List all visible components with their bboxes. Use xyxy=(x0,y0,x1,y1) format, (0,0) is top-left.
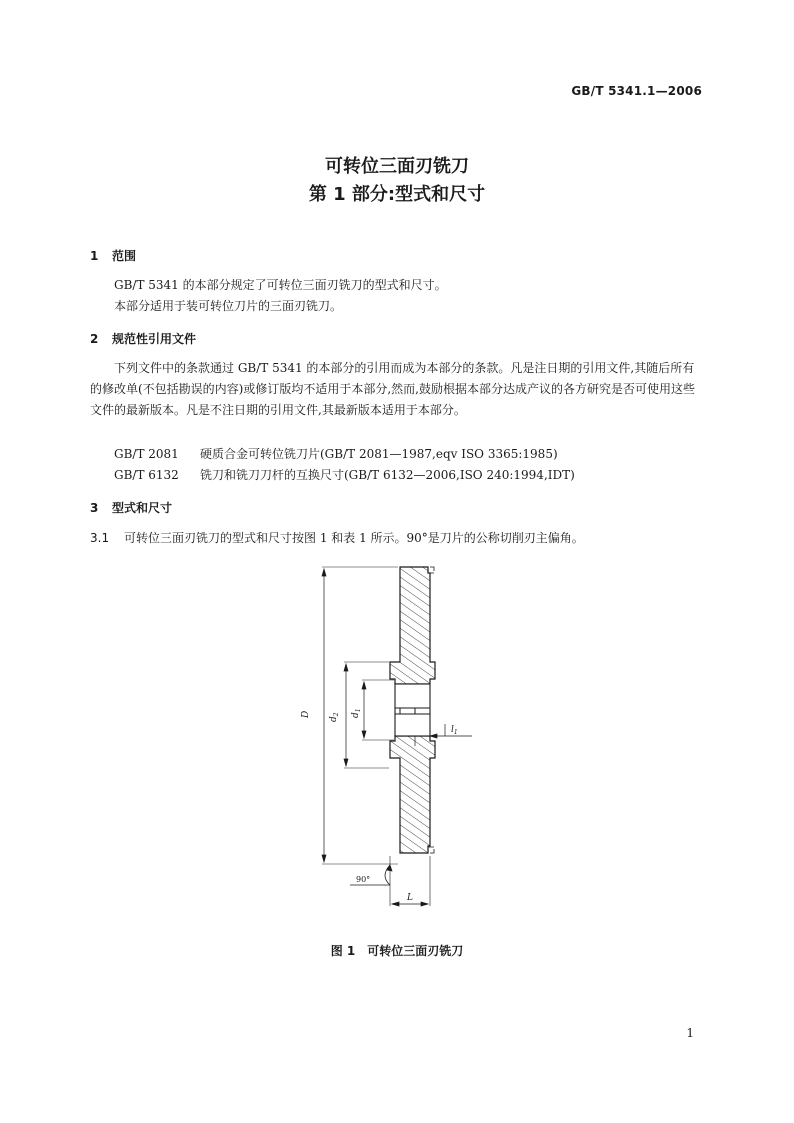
document-title: 可转位三面刃铣刀 xyxy=(325,156,469,177)
reference-code: GB/T 6132 xyxy=(114,468,179,482)
clause-number: 3.1 xyxy=(90,531,110,545)
dimension-L-label: L xyxy=(407,893,413,903)
dimension-D-label: D xyxy=(301,710,311,718)
dimension-d1-label: $d_1$ xyxy=(351,708,362,718)
document-subtitle: 第 1 部分:型式和尺寸 xyxy=(308,184,486,205)
section-title: 规范性引用文件 xyxy=(112,332,197,346)
section-number: 3 xyxy=(90,501,99,515)
clause-text: 可转位三面刃铣刀的型式和尺寸按图 1 和表 1 所示。90°是刀片的公称切削刃主偏角。 xyxy=(124,531,584,545)
section-2-paragraph-1: 下列文件中的条款通过 GB/T 5341 的本部分的引用而成为本部分的条款。凡是注日期的引用文件,其随后所有的修改单(不包括勘误的内容)或修订版均不适用于本部分,然而,鼓励根据本部分达成产议的各方研究是否可使用这些文件的最新版本。凡是不注日期的引用文件,其最新版本适用于本部分。 xyxy=(90,361,695,417)
section-1-paragraph-2: 本部分适用于装可转位刀片的三面刃铣刀。 xyxy=(114,299,343,313)
section-number: 2 xyxy=(90,332,99,346)
insert-bottom-icon xyxy=(428,847,434,853)
clause-3-1 xyxy=(90,529,584,546)
angle-90-label: 90° xyxy=(356,875,371,884)
reference-text: 硬质合金可转位铣刀片(GB/T 2081—1987,eqv ISO 3365:1985) xyxy=(200,447,558,461)
milling-cutter-drawing xyxy=(290,560,490,910)
dimension-d2-label: $d_2$ xyxy=(329,712,340,722)
reference-item xyxy=(114,466,575,483)
dimension-l1-label: $l_1$ xyxy=(451,725,458,736)
figure-number: 图 1 xyxy=(330,944,356,958)
section-number: 1 xyxy=(90,249,99,263)
insert-top-icon xyxy=(428,567,434,573)
section-title: 型式和尺寸 xyxy=(112,501,173,515)
reference-code: GB/T 2081 xyxy=(114,447,179,461)
figure-title: 可转位三面刃铣刀 xyxy=(367,944,464,958)
section-title: 范围 xyxy=(112,249,137,263)
section-1-paragraph-1: GB/T 5341 的本部分规定了可转位三面刃铣刀的型式和尺寸。 xyxy=(114,278,447,292)
reference-item xyxy=(114,445,558,462)
section-1-heading xyxy=(90,247,136,264)
cutter-lower-section xyxy=(390,736,435,853)
section-3-heading xyxy=(90,499,172,516)
page-number: 1 xyxy=(686,1026,694,1040)
section-2-heading xyxy=(90,330,196,347)
cutter-upper-section xyxy=(390,567,435,684)
reference-text: 铣刀和铣刀刀杆的互换尺寸(GB/T 6132—2006,ISO 240:1994,IDT) xyxy=(200,468,575,482)
figure-caption xyxy=(0,942,794,959)
standard-number: GB/T 5341.1—2006 xyxy=(571,84,702,98)
